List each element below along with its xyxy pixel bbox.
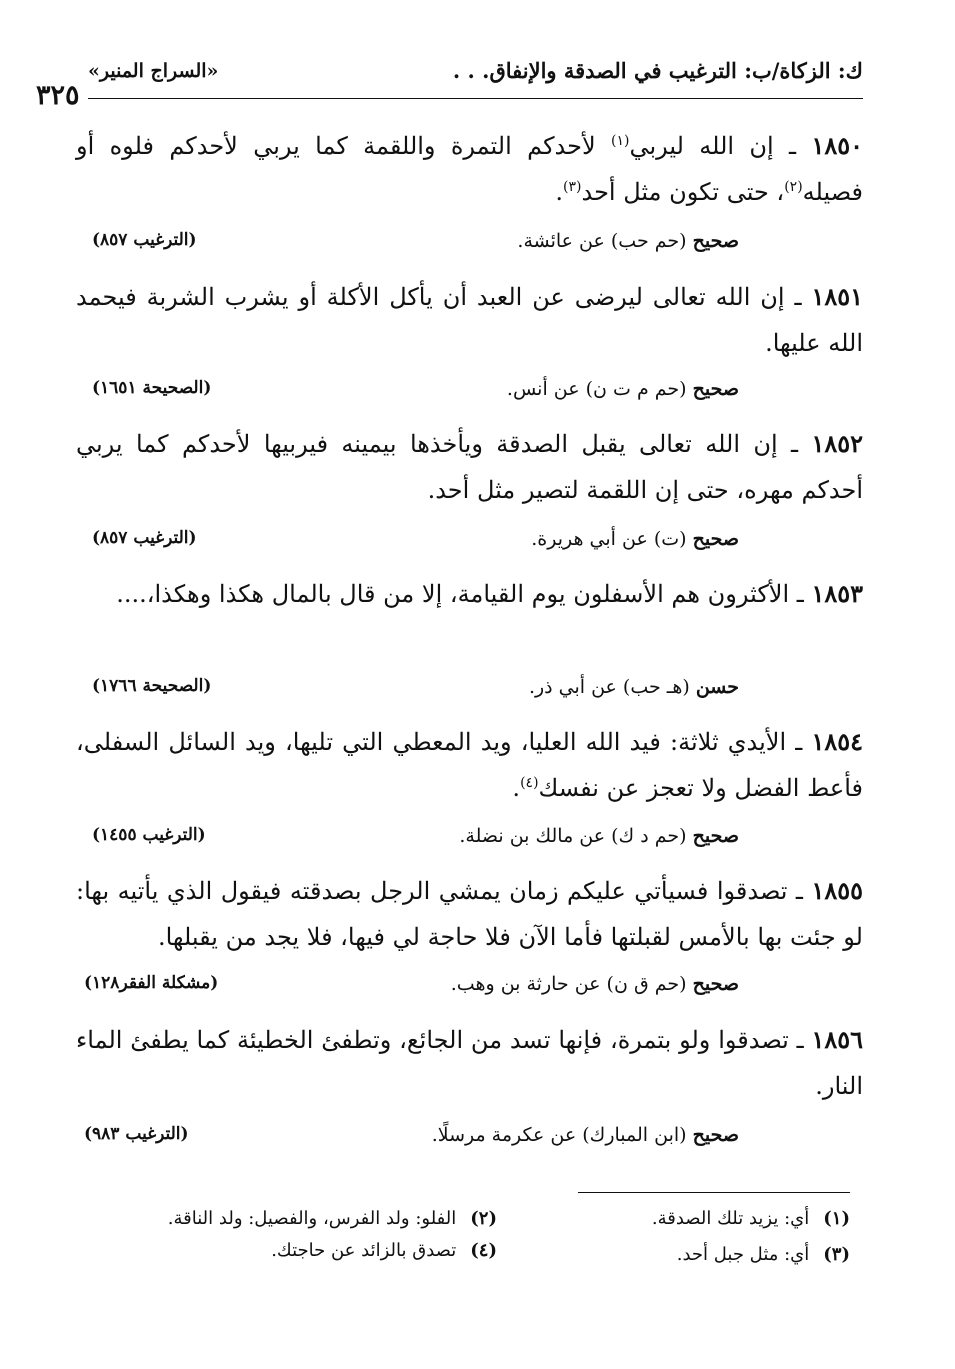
hadith-number: ١٨٥١ (811, 282, 863, 311)
footnote-marker: (١) (610, 133, 630, 149)
chapter-title: ك: الزكاة/ب: الترغيب في الصدقة والإنفاق. . . (452, 58, 863, 83)
hadith-number: ١٨٥٢ (811, 429, 863, 458)
source-line (0, 973, 955, 1007)
reference: (مشكلة الفقر١٢٨) (84, 973, 219, 993)
hadith-entry-1850 (76, 123, 863, 215)
grade-and-source: صحيح (ابن المبارك) عن عكرمة مرسلًا. (431, 1124, 739, 1146)
hadith-text: ١٨٥٥ ـ تصدقوا فسيأتي عليكم زمان يمشي الرجل بصدقته فيقول الذي يأتيه بها: لو جئت بها بالأمس لقبلتها فأما الآن فلا حاجة لي فيها، فلا يجد من يقبلها. (76, 876, 863, 951)
hadith-entry-1853 (76, 571, 863, 617)
footnote-rule (578, 1192, 850, 1193)
hadith-entry-1855 (76, 868, 863, 960)
source-line (0, 378, 955, 412)
grade-and-source: صحيح (حم ق ن) عن حارثة بن وهب. (450, 973, 739, 995)
source-line (0, 825, 955, 859)
book-title: «السراج المنير» (88, 60, 219, 82)
reference: (الصحيحة ١٦٥١) (92, 378, 212, 398)
hadith-number: ١٨٥٥ (811, 876, 863, 905)
hadith-entry-1851 (76, 274, 863, 366)
grade-and-source: صحيح (حم حب) عن عائشة. (517, 230, 739, 252)
hadith-entry-1854 (76, 719, 863, 811)
reference: (الترغيب ٩٨٣) (84, 1124, 189, 1144)
hadith-text: ١٨٥١ ـ إن الله تعالى ليرضى عن العبد أن يأكل الأكلة أو يشرب الشربة فيحمد الله عليها. (76, 282, 863, 357)
grade-and-source: صحيح (ت) عن أبي هريرة. (531, 528, 739, 550)
hadith-text: ١٨٥٤ ـ الأيدي ثلاثة: فيد الله العليا، ويد المعطي التي تليها، ويد السائل السفلى، فأعط الفضل ولا تعجز عن نفسك$^{(٤)}$. (76, 727, 863, 802)
hadith-text: ١٨٥٣ ـ الأكثرون هم الأسفلون يوم القيامة، إلا من قال بالمال هكذا وهكذا،.... (116, 579, 863, 608)
hadith-number: ١٨٥٦ (811, 1025, 863, 1054)
footnote-3: (٣)أي: مثل جبل أحد. (676, 1244, 850, 1265)
source-line (0, 230, 955, 264)
footnote-2: (٢)الفلو: ولد الفرس، والفصيل: ولد الناقة. (167, 1208, 497, 1229)
grade-and-source: صحيح (حم م ت ن) عن أنس. (506, 378, 739, 400)
grade-and-source: صحيح (حم د ك) عن مالك بن نضلة. (459, 825, 739, 847)
footnote-marker: (٤) (520, 775, 539, 791)
header-rule (88, 98, 863, 99)
page-number: ٣٢٥ (36, 80, 80, 111)
footnote-4: (٤)تصدق بالزائد عن حاجتك. (271, 1240, 497, 1261)
hadith-entry-1856 (76, 1017, 863, 1109)
source-line (0, 1124, 955, 1158)
source-line (0, 676, 955, 710)
grade-and-source: حسن (هـ حب) عن أبي ذر. (528, 676, 739, 698)
hadith-entry-1852 (76, 421, 863, 513)
hadith-text: ١٨٥٦ ـ تصدقوا ولو بتمرة، فإنها تسد من الجائع، وتطفئ الخطيئة كما يطفئ الماء النار. (76, 1025, 863, 1100)
footnote-marker: (٢) (784, 179, 803, 195)
hadith-number: ١٨٥٤ (811, 727, 863, 756)
hadith-number: ١٨٥٣ (811, 579, 863, 608)
footnote-marker: (٣) (563, 179, 582, 195)
reference: (الترغيب ٨٥٧) (92, 230, 197, 250)
source-line (0, 528, 955, 562)
reference: (الترغيب ١٤٥٥) (92, 825, 206, 845)
footnote-1: (١)أي: يزيد تلك الصدقة. (651, 1208, 850, 1229)
reference: (الصحيحة ١٧٦٦) (92, 676, 212, 696)
hadith-text: ١٨٥٢ ـ إن الله تعالى يقبل الصدقة ويأخذها بيمينه فيربيها لأحدكم كما يربي أحدكم مهره، حتى إن اللقمة لتصير مثل أحد. (76, 429, 863, 504)
hadith-text: ١٨٥٠ ـ إن الله ليربي$^{(١)}$ لأحدكم التمرة واللقمة كما يربي لأحدكم فلوه أو فصيله$^{(٢)}$، حتى تكون مثل أحد$^{(٣)}$. (76, 131, 863, 206)
hadith-number: ١٨٥٠ (811, 131, 863, 160)
reference: (الترغيب ٨٥٧) (92, 528, 197, 548)
